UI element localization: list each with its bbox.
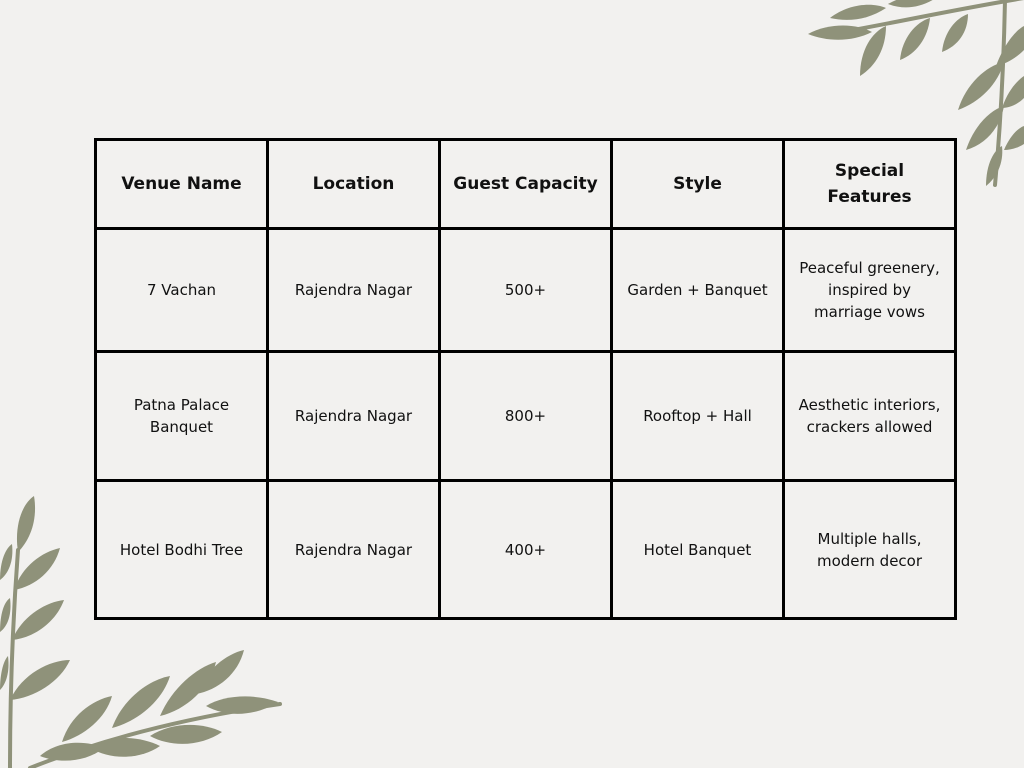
header-special-features: Special Features: [784, 140, 956, 229]
header-location: Location: [268, 140, 440, 229]
cell-style: Garden + Banquet: [612, 229, 784, 352]
cell-style: Hotel Banquet: [612, 481, 784, 619]
cell-venue-name: Patna Palace Banquet: [96, 352, 268, 481]
cell-location: Rajendra Nagar: [268, 352, 440, 481]
table-row: [96, 481, 956, 619]
table-header-row: [96, 140, 956, 229]
cell-venue-name: 7 Vachan: [96, 229, 268, 352]
cell-guest-capacity: 800+: [440, 352, 612, 481]
header-guest-capacity: Guest Capacity: [440, 140, 612, 229]
cell-location: Rajendra Nagar: [268, 481, 440, 619]
table-row: [96, 352, 956, 481]
cell-guest-capacity: 400+: [440, 481, 612, 619]
cell-guest-capacity: 500+: [440, 229, 612, 352]
venue-comparison-table: [94, 138, 957, 620]
cell-special-features: Multiple halls, modern decor: [784, 481, 956, 619]
cell-special-features: Peaceful greenery, inspired by marriage vows: [784, 229, 956, 352]
header-style: Style: [612, 140, 784, 229]
cell-location: Rajendra Nagar: [268, 229, 440, 352]
header-venue-name: Venue Name: [96, 140, 268, 229]
cell-style: Rooftop + Hall: [612, 352, 784, 481]
cell-venue-name: Hotel Bodhi Tree: [96, 481, 268, 619]
cell-special-features: Aesthetic interiors, crackers allowed: [784, 352, 956, 481]
table-row: [96, 229, 956, 352]
